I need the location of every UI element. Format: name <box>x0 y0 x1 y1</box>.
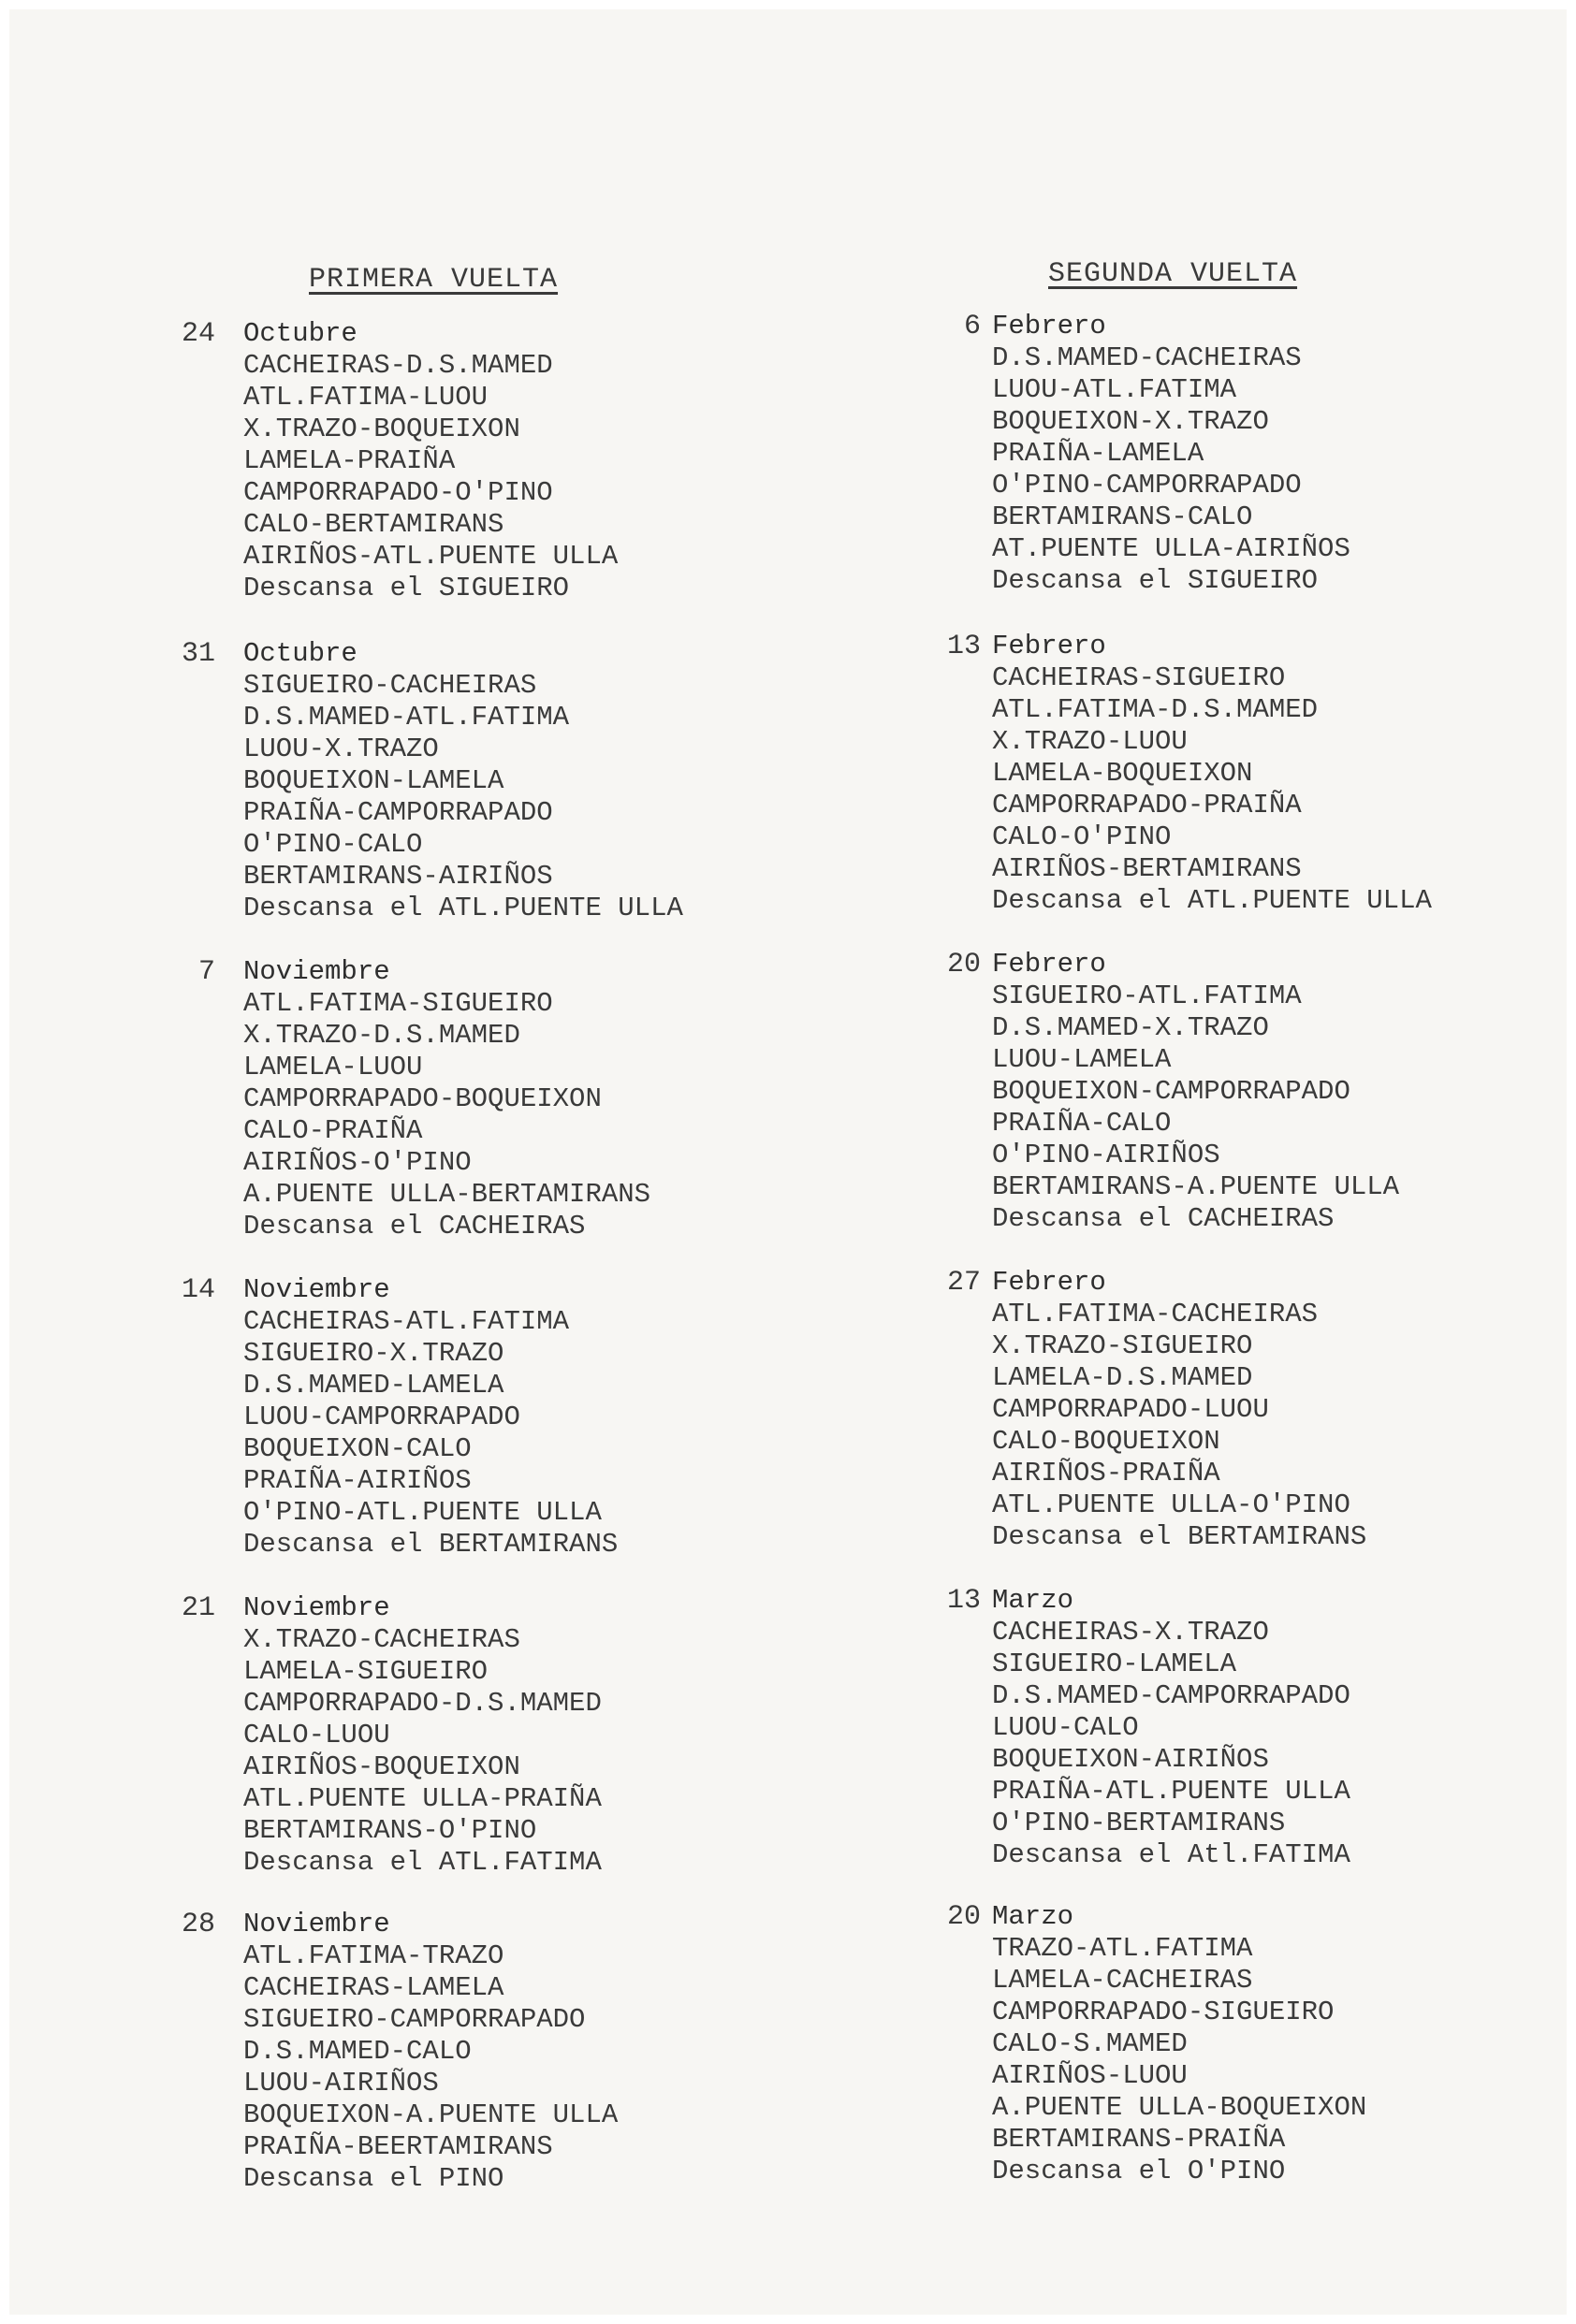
matchday-date-day: 20 <box>946 949 981 980</box>
fixture-line: LUOU-X.TRAZO <box>243 734 439 764</box>
matchday-date-day: 31 <box>181 638 215 670</box>
fixture-line: BERTAMIRANS-CALO <box>992 501 1253 532</box>
matchday-month: Marzo <box>992 1585 1074 1616</box>
matchday-date-day: 6 <box>963 311 981 342</box>
fixture-line: BERTAMIRANS-PRAIÑA <box>992 2124 1286 2155</box>
fixture-line: BOQUEIXON-A.PUENTE ULLA <box>243 2099 619 2130</box>
fixture-line: CALO-O'PINO <box>992 821 1172 852</box>
fixture-line: BOQUEIXON-AIRIÑOS <box>992 1744 1269 1775</box>
fixture-line: LUOU-ATL.FATIMA <box>992 374 1237 405</box>
fixture-line: CAMPORRAPADO-PRAIÑA <box>992 790 1302 821</box>
rest-team-line: Descansa el CACHEIRAS <box>992 1203 1335 1234</box>
fixture-line: AIRIÑOS-ATL.PUENTE ULLA <box>243 541 619 572</box>
fixture-line: CAMPORRAPADO-BOQUEIXON <box>243 1083 602 1114</box>
matchday-month: Octubre <box>243 638 358 669</box>
fixture-line: D.S.MAMED-CACHEIRAS <box>992 342 1302 373</box>
fixture-line: PRAIÑA-LAMELA <box>992 438 1204 469</box>
fixture-line: X.TRAZO-CACHEIRAS <box>243 1624 520 1655</box>
fixture-line: AT.PUENTE ULLA-AIRIÑOS <box>992 533 1350 564</box>
fixture-line: O'PINO-CAMPORRAPADO <box>992 470 1302 501</box>
fixture-line: CALO-PRAIÑA <box>243 1115 423 1146</box>
fixture-line: PRAIÑA-BEERTAMIRANS <box>243 2131 553 2162</box>
rest-team-line: Descansa el BERTAMIRANS <box>992 1521 1367 1552</box>
matchday-month: Febrero <box>992 631 1106 661</box>
fixture-line: LAMELA-PRAIÑA <box>243 445 456 476</box>
fixture-line: PRAIÑA-CALO <box>992 1108 1172 1139</box>
fixture-line: ATL.FATIMA-D.S.MAMED <box>992 694 1319 725</box>
matchday-date-day: 7 <box>197 956 215 988</box>
fixture-line: LAMELA-BOQUEIXON <box>992 758 1253 789</box>
fixture-line: LUOU-CALO <box>992 1712 1139 1743</box>
matchday-month: Noviembre <box>243 1909 390 1939</box>
rest-team-line: Descansa el ATL.PUENTE ULLA <box>243 893 683 923</box>
fixture-line: BOQUEIXON-CALO <box>243 1433 472 1464</box>
fixture-line: CAMPORRAPADO-SIGUEIRO <box>992 1997 1335 2027</box>
matchday-month: Noviembre <box>243 1592 390 1623</box>
fixture-line: AIRIÑOS-LUOU <box>992 2060 1188 2091</box>
document-page <box>9 9 1567 2315</box>
fixture-line: SIGUEIRO-LAMELA <box>992 1649 1237 1679</box>
fixture-line: CAMPORRAPADO-D.S.MAMED <box>243 1688 602 1719</box>
fixture-line: ATL.FATIMA-CACHEIRAS <box>992 1299 1319 1329</box>
fixture-line: PRAIÑA-CAMPORRAPADO <box>243 797 553 828</box>
fixture-line: AIRIÑOS-BOQUEIXON <box>243 1751 520 1782</box>
matchday-date-day: 24 <box>181 318 215 350</box>
fixture-line: ATL.FATIMA-SIGUEIRO <box>243 988 553 1019</box>
fixture-line: BERTAMIRANS-A.PUENTE ULLA <box>992 1171 1400 1202</box>
fixture-line: AIRIÑOS-BERTAMIRANS <box>992 853 1302 884</box>
fixture-line: ATL.PUENTE ULLA-PRAIÑA <box>243 1783 602 1814</box>
fixture-line: O'PINO-BERTAMIRANS <box>992 1808 1286 1838</box>
matchday-date-day: 27 <box>946 1267 981 1299</box>
fixture-line: LUOU-CAMPORRAPADO <box>243 1402 520 1432</box>
fixture-line: BOQUEIXON-CAMPORRAPADO <box>992 1076 1350 1107</box>
rest-team-line: Descansa el PINO <box>243 2163 504 2194</box>
matchday-month: Marzo <box>992 1901 1074 1932</box>
rest-team-line: Descansa el O'PINO <box>992 2156 1286 2186</box>
fixture-line: CACHEIRAS-SIGUEIRO <box>992 662 1286 693</box>
fixture-line: X.TRAZO-LUOU <box>992 726 1188 757</box>
fixture-line: BERTAMIRANS-O'PINO <box>243 1815 537 1846</box>
fixture-line: CALO-BOQUEIXON <box>992 1426 1220 1457</box>
matchday-date-day: 13 <box>946 1585 981 1617</box>
rest-team-line: Descansa el CACHEIRAS <box>243 1211 586 1242</box>
fixture-line: D.S.MAMED-X.TRAZO <box>992 1012 1269 1043</box>
rest-team-line: Descansa el ATL.PUENTE ULLA <box>992 885 1432 916</box>
fixture-line: X.TRAZO-SIGUEIRO <box>992 1330 1253 1361</box>
rest-team-line: Descansa el SIGUEIRO <box>992 565 1319 596</box>
fixture-line: D.S.MAMED-CAMPORRAPADO <box>992 1680 1350 1711</box>
fixture-line: A.PUENTE ULLA-BERTAMIRANS <box>243 1179 651 1210</box>
fixture-line: BERTAMIRANS-AIRIÑOS <box>243 861 553 892</box>
rest-team-line: Descansa el BERTAMIRANS <box>243 1529 619 1560</box>
fixture-line: PRAIÑA-ATL.PUENTE ULLA <box>992 1776 1350 1807</box>
fixture-line: CACHEIRAS-X.TRAZO <box>992 1617 1269 1648</box>
fixture-line: CAMPORRAPADO-O'PINO <box>243 477 553 508</box>
fixture-line: SIGUEIRO-ATL.FATIMA <box>992 980 1302 1011</box>
fixture-line: O'PINO-CALO <box>243 829 423 860</box>
fixture-line: A.PUENTE ULLA-BOQUEIXON <box>992 2092 1367 2123</box>
fixture-line: AIRIÑOS-PRAIÑA <box>992 1458 1220 1489</box>
fixture-line: CALO-BERTAMIRANS <box>243 509 504 540</box>
fixture-line: SIGUEIRO-CAMPORRAPADO <box>243 2004 586 2035</box>
fixture-line: CACHEIRAS-ATL.FATIMA <box>243 1306 570 1337</box>
matchday-date-day: 28 <box>181 1909 215 1940</box>
fixture-line: PRAIÑA-AIRIÑOS <box>243 1465 472 1496</box>
matchday-date-day: 20 <box>946 1901 981 1933</box>
fixture-line: LUOU-AIRIÑOS <box>243 2068 439 2099</box>
fixture-line: X.TRAZO-BOQUEIXON <box>243 414 520 444</box>
heading-primera-vuelta: PRIMERA VUELTA <box>309 264 559 296</box>
fixture-line: ATL.FATIMA-TRAZO <box>243 1940 504 1971</box>
fixture-line: SIGUEIRO-X.TRAZO <box>243 1338 504 1369</box>
fixture-line: LAMELA-LUOU <box>243 1052 423 1082</box>
fixture-line: TRAZO-ATL.FATIMA <box>992 1933 1253 1964</box>
heading-segunda-vuelta: SEGUNDA VUELTA <box>1048 258 1298 290</box>
fixture-line: LAMELA-D.S.MAMED <box>992 1362 1253 1393</box>
matchday-date-day: 21 <box>181 1592 215 1624</box>
fixture-line: BOQUEIXON-LAMELA <box>243 765 504 796</box>
matchday-date-day: 13 <box>946 631 981 662</box>
fixture-line: X.TRAZO-D.S.MAMED <box>243 1020 520 1051</box>
matchday-month: Noviembre <box>243 1274 390 1305</box>
fixture-line: D.S.MAMED-ATL.FATIMA <box>243 702 570 733</box>
matchday-month: Noviembre <box>243 956 390 987</box>
matchday-date-day: 14 <box>181 1274 215 1306</box>
matchday-month: Febrero <box>992 949 1106 980</box>
fixture-line: CAMPORRAPADO-LUOU <box>992 1394 1269 1425</box>
matchday-month: Octubre <box>243 318 358 349</box>
rest-team-line: Descansa el SIGUEIRO <box>243 573 570 603</box>
fixture-line: AIRIÑOS-O'PINO <box>243 1147 472 1178</box>
rest-team-line: Descansa el ATL.FATIMA <box>243 1847 602 1878</box>
fixture-line: CALO-LUOU <box>243 1720 390 1750</box>
fixture-line: CALO-S.MAMED <box>992 2028 1188 2059</box>
fixture-line: O'PINO-AIRIÑOS <box>992 1140 1220 1170</box>
fixture-line: D.S.MAMED-LAMELA <box>243 1370 504 1401</box>
fixture-line: LAMELA-CACHEIRAS <box>992 1965 1253 1996</box>
fixture-line: BOQUEIXON-X.TRAZO <box>992 406 1269 437</box>
rest-team-line: Descansa el Atl.FATIMA <box>992 1839 1350 1870</box>
fixture-line: LAMELA-SIGUEIRO <box>243 1656 489 1687</box>
fixture-line: CACHEIRAS-D.S.MAMED <box>243 350 553 381</box>
fixture-line: O'PINO-ATL.PUENTE ULLA <box>243 1497 602 1528</box>
matchday-month: Febrero <box>992 311 1106 341</box>
fixture-line: ATL.PUENTE ULLA-O'PINO <box>992 1489 1350 1520</box>
matchday-month: Febrero <box>992 1267 1106 1298</box>
fixture-line: CACHEIRAS-LAMELA <box>243 1972 504 2003</box>
fixture-line: SIGUEIRO-CACHEIRAS <box>243 670 537 701</box>
fixture-line: D.S.MAMED-CALO <box>243 2036 472 2067</box>
fixture-line: LUOU-LAMELA <box>992 1044 1172 1075</box>
fixture-line: ATL.FATIMA-LUOU <box>243 382 489 413</box>
